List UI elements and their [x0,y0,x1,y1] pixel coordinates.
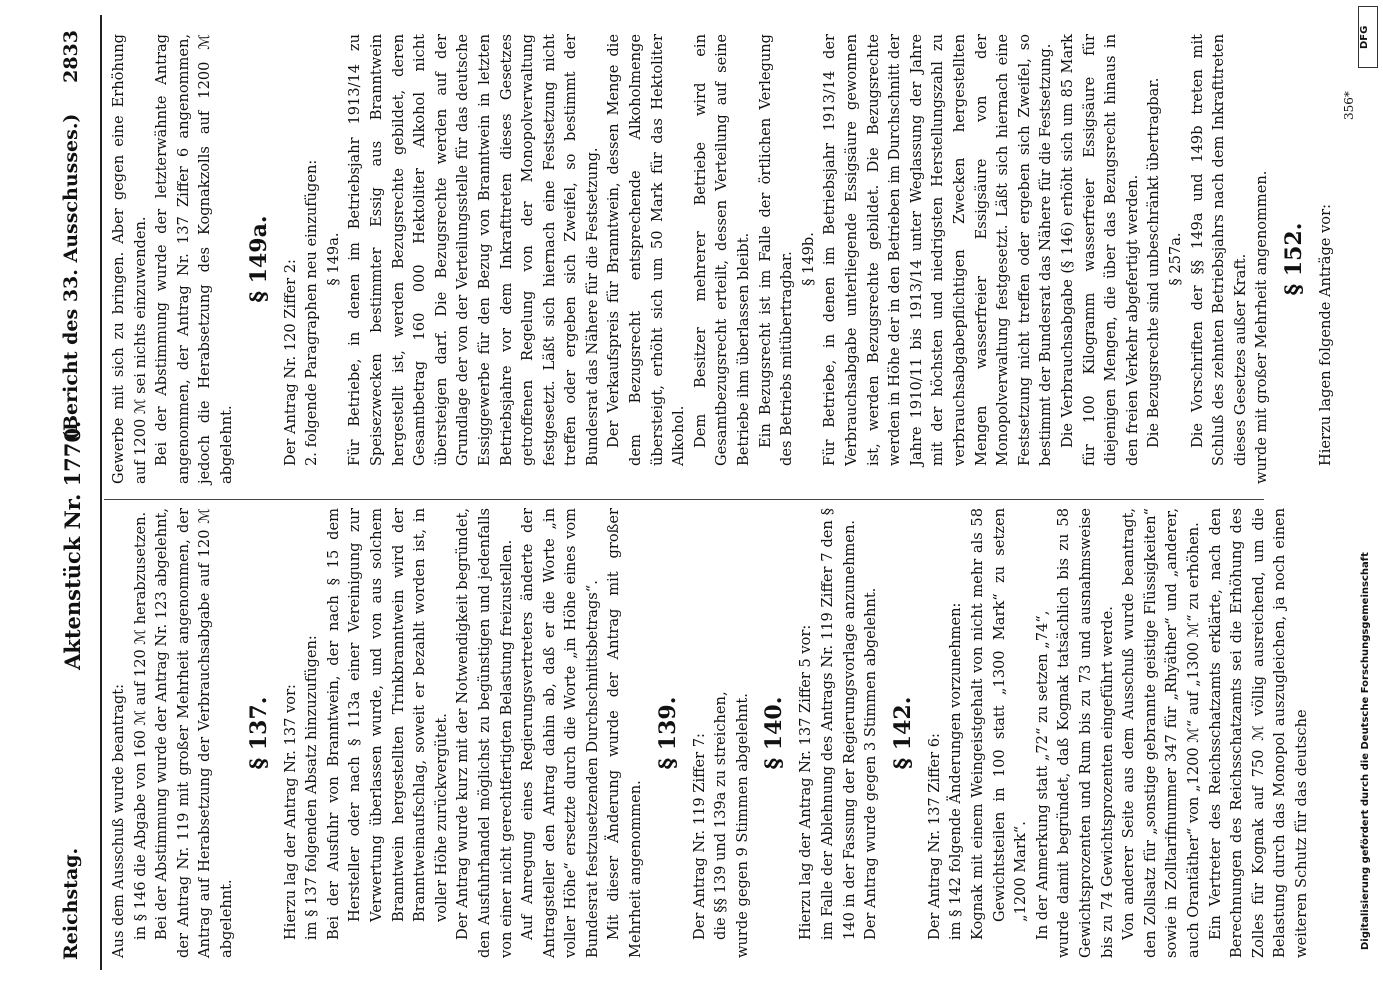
paragraph: Hierzu lag der Antrag Nr. 137 vor: [281,684,299,940]
signature-mark: 356* [1342,91,1356,120]
paragraph: wurde mit großer Mehrheit angenommen. [1253,170,1271,484]
paragraph: Der Antrag Nr. 137 Ziffer 6: [925,733,943,940]
paragraph: Mit dieser Änderung wurde der Antrag mit großer Mehrheit angenommen. [605,508,645,958]
paragraph: Der Verkaufspreis für Branntwein, dessen Menge die dem Bezugsrecht entsprechende Alkoholmenge übersteigt, erhöht sich um 50 Mark für das Hektoliter Alkohol. [605,34,688,466]
paragraph: Bei der Abstimmung wurde der Antrag Nr. 123 abgelehnt, der Antrag Nr. 119 mit großer Mehrheit angenommen, der Antrag auf Herabsetzung der Verbrauchsabgabe auf 120 ℳ abgelehnt. [153,508,235,958]
section-heading: § 149a. [245,215,272,303]
paragraph: § 149a. [324,232,342,286]
page-number: 2833 [60,30,82,83]
paragraph: Für Betriebe, in denen im Betriebsjahr 1913/14 der Verbrauchsabgabe unterliegende Essigsäure gewonnen ist, werden Bezugsrechte gebildet. Die Bezugsrechte werden in Höhe der in den Betrieben im Durchschnitt der Jahre 1910/11 bis 1913/14 unter Weglassung der Jahre mit der höchsten und niedrigsten Herstellungszahl zu verbrauchsabgabepflichtigen Zwecken hergestellten Mengen wasserfreier Essigsäure von der Monopolverwaltung festgesetzt. Läßt sich hiernach eine Festsetzung nicht treffen oder ergeben sich Zweifel, so bestimmt der Bundesrat das Nähere für die Festsetzung. [821,34,1055,466]
paragraph: Der Antrag Nr. 119 Ziffer 7: [690,733,708,940]
digitization-credit: Digitalisierung gefördert durch die Deutsche Forschungsgemeinschaft [1360,552,1371,950]
paragraph: Auf Anregung eines Regierungsvertreters änderte der Antragsteller den Antrag dahin ab, daß er die Worte „in voller Höhe“ ersetzte durch die Worte „in Höhe eines vom Bundesrat festzusetzenden Durchschnittsbetrags“. [519,508,601,958]
paragraph: § 149b. [799,232,817,286]
paragraph: Kognak mit einem Weingeistgehalt von nicht mehr als 58 Gewichtsteilen in 100 statt „1300 Mark“ zu setzen „1200 Mark“. [969,508,1030,940]
section-heading: § 139. [654,696,681,770]
column-divider [104,499,1264,500]
paragraph: In der Anmerkung statt „72“ zu setzen „74“, [1033,610,1051,940]
paragraph: Ein Vertreter des Reichsschatzamts erklärte, nach den Berechnungen des Reichsschatzamts sei die Erhöhung des Zolles für Kognak auf 750 ℳ völlig ausreichend, um die Belastung durch das Monopol auszugleichen, ja noch einen weiteren Schutz für das deutsche [1206,508,1310,958]
paragraph: in § 146 die Abgabe von 160 ℳ auf 120 ℳ herabzusetzen. [131,511,149,940]
paragraph: Der Antrag wurde kurz mit der Notwendigkeit begründet, den Ausfuhrhandel möglichst zu begünstigen und jedenfalls von einer nicht gerechtfertigten Belastung freizustellen. [454,508,515,958]
paragraph: Aus dem Ausschuß wurde beantragt: [110,683,127,958]
paragraph: im Falle der Ablehnung des Antrags Nr. 119 Ziffer 7 den § 140 in der Fassung der Regierungsvorlage anzunehmen. [819,508,858,940]
paragraph: Die Bezugsrechte sind unbeschränkt übertragbar. [1145,77,1163,448]
right-column [108,34,1336,484]
section-heading: § 152. [1280,222,1307,296]
dfg-logo: DFG [1358,6,1378,68]
header-right: (Bericht des 33. Ausschusses.) [60,113,82,440]
paragraph: 2. folgende Paragraphen neu einzufügen: [303,159,321,466]
paragraph: die §§ 139 und 139a zu streichen, [712,691,730,940]
paragraph: Von anderer Seite aus dem Ausschuß wurde beantragt, den Zollsatz für „sonstige gebrannte geistige Flüssigkeiten“ sowie in Zolltarifnummer 347 für „Rhyäther“ und „anderer, auch Orantäther“ von „1200 ℳ“ auf „1300 ℳ“ zu erhöhen. [1120,508,1202,958]
header-document-number: Aktenstück Nr. 1770. [60,420,85,670]
paragraph: Gewerbe mit sich zu bringen. Aber gegen eine Erhöhung auf 1200 ℳ sei nichts einzuwenden. [110,34,149,484]
paragraph: Hierzu lagen folgende Anträge vor: [1316,204,1334,466]
paragraph: wurde damit begründet, daß Kognak tatsächlich bis zu 58 Gewichtsprozenten und Rum bis zu 73 und ausnahmsweise bis zu 74 Gewichtsprozenten eingeführt werde. [1055,508,1116,958]
paragraph: Die Verbrauchsabgabe (§ 146) erhöht sich um 85 Mark für 100 Kilogramm wasserfreier Essigsäure für diejenigen Mengen, die über das Bezugsrecht hinaus in den freien Verkehr abgefertigt werden. [1058,34,1141,466]
header-rule [100,15,102,970]
left-column [108,508,1313,958]
section-heading: § 142. [889,696,916,770]
paragraph: im § 142 folgende Änderungen vorzunehmen: [947,602,965,940]
header-left: Reichstag. [60,847,82,960]
paragraph: Der Antrag Nr. 120 Ziffer 2: [281,259,299,466]
paragraph: Bei der Abstimmung wurde der letzterwähnte Antrag angenommen, der Antrag Nr. 137 Ziffer 6 angenommen, jedoch die Herabsetzung des Kognakzolls auf 1200 ℳ abgelehnt. [153,34,235,484]
paragraph: Hierzu lag der Antrag Nr. 137 Ziffer 5 vor: [797,624,815,940]
paragraph: Dem Besitzer mehrerer Betriebe wird ein Gesamtbezugsrecht erteilt, dessen Verteilung auf seine Betriebe ihm überlassen bleibt. [691,34,753,466]
paragraph: wurde gegen 9 Stimmen abgelehnt. [733,693,751,958]
paragraph: Für Betriebe, in denen im Betriebsjahr 1913/14 zu Speisezwecken bestimmter Essig aus Branntwein hergestellt ist, werden Bezugsrechte gebildet, deren Gesamtbetrag 160 000 Hektoliter Alkohol nicht übersteigen darf. Die Bezugsrechte werden auf der Grundlage der von der Verteilungsstelle für das deutsche Essiggewerbe für den Bezug von Branntwein in letzten Betriebsjahre vor dem Inkrafttreten dieses Gesetzes getroffenen Regelung von der Monopolverwaltung festgesetzt. Läßt sich hiernach eine Festsetzung nicht treffen oder ergeben sich Zweifel, so bestimmt der Bundesrat das Nähere für die Festsetzung. [346,34,601,466]
paragraph: Die Vorschriften der §§ 149a und 149b treten mit Schluß des zehnten Betriebsjahrs nach dem Inkrafttreten dieses Gesetzes außer Kraft. [1188,34,1249,466]
paragraph: Der Antrag wurde gegen 3 Stimmen abgelehnt. [862,587,880,940]
paragraph: § 257a. [1166,232,1184,286]
paragraph: Bei der Ausfuhr von Branntwein, der nach § 15 dem Hersteller oder nach § 113a einer Vereinigung zur Verwertung überlassen wurde, und von aus solchem Branntwein hergestellten Trinkbranntwein wird der Branntweinaufschlag, soweit er bezahlt worden ist, in voller Höhe zurückvergütet. [324,508,450,940]
section-heading: § 137. [245,696,272,770]
section-heading: § 140. [761,696,788,770]
paragraph: Ein Bezugsrecht ist im Falle der örtlichen Verlegung des Betriebs mitübertragbar. [756,34,796,466]
paragraph: im § 137 folgenden Absatz hinzuzufügen: [303,635,321,940]
